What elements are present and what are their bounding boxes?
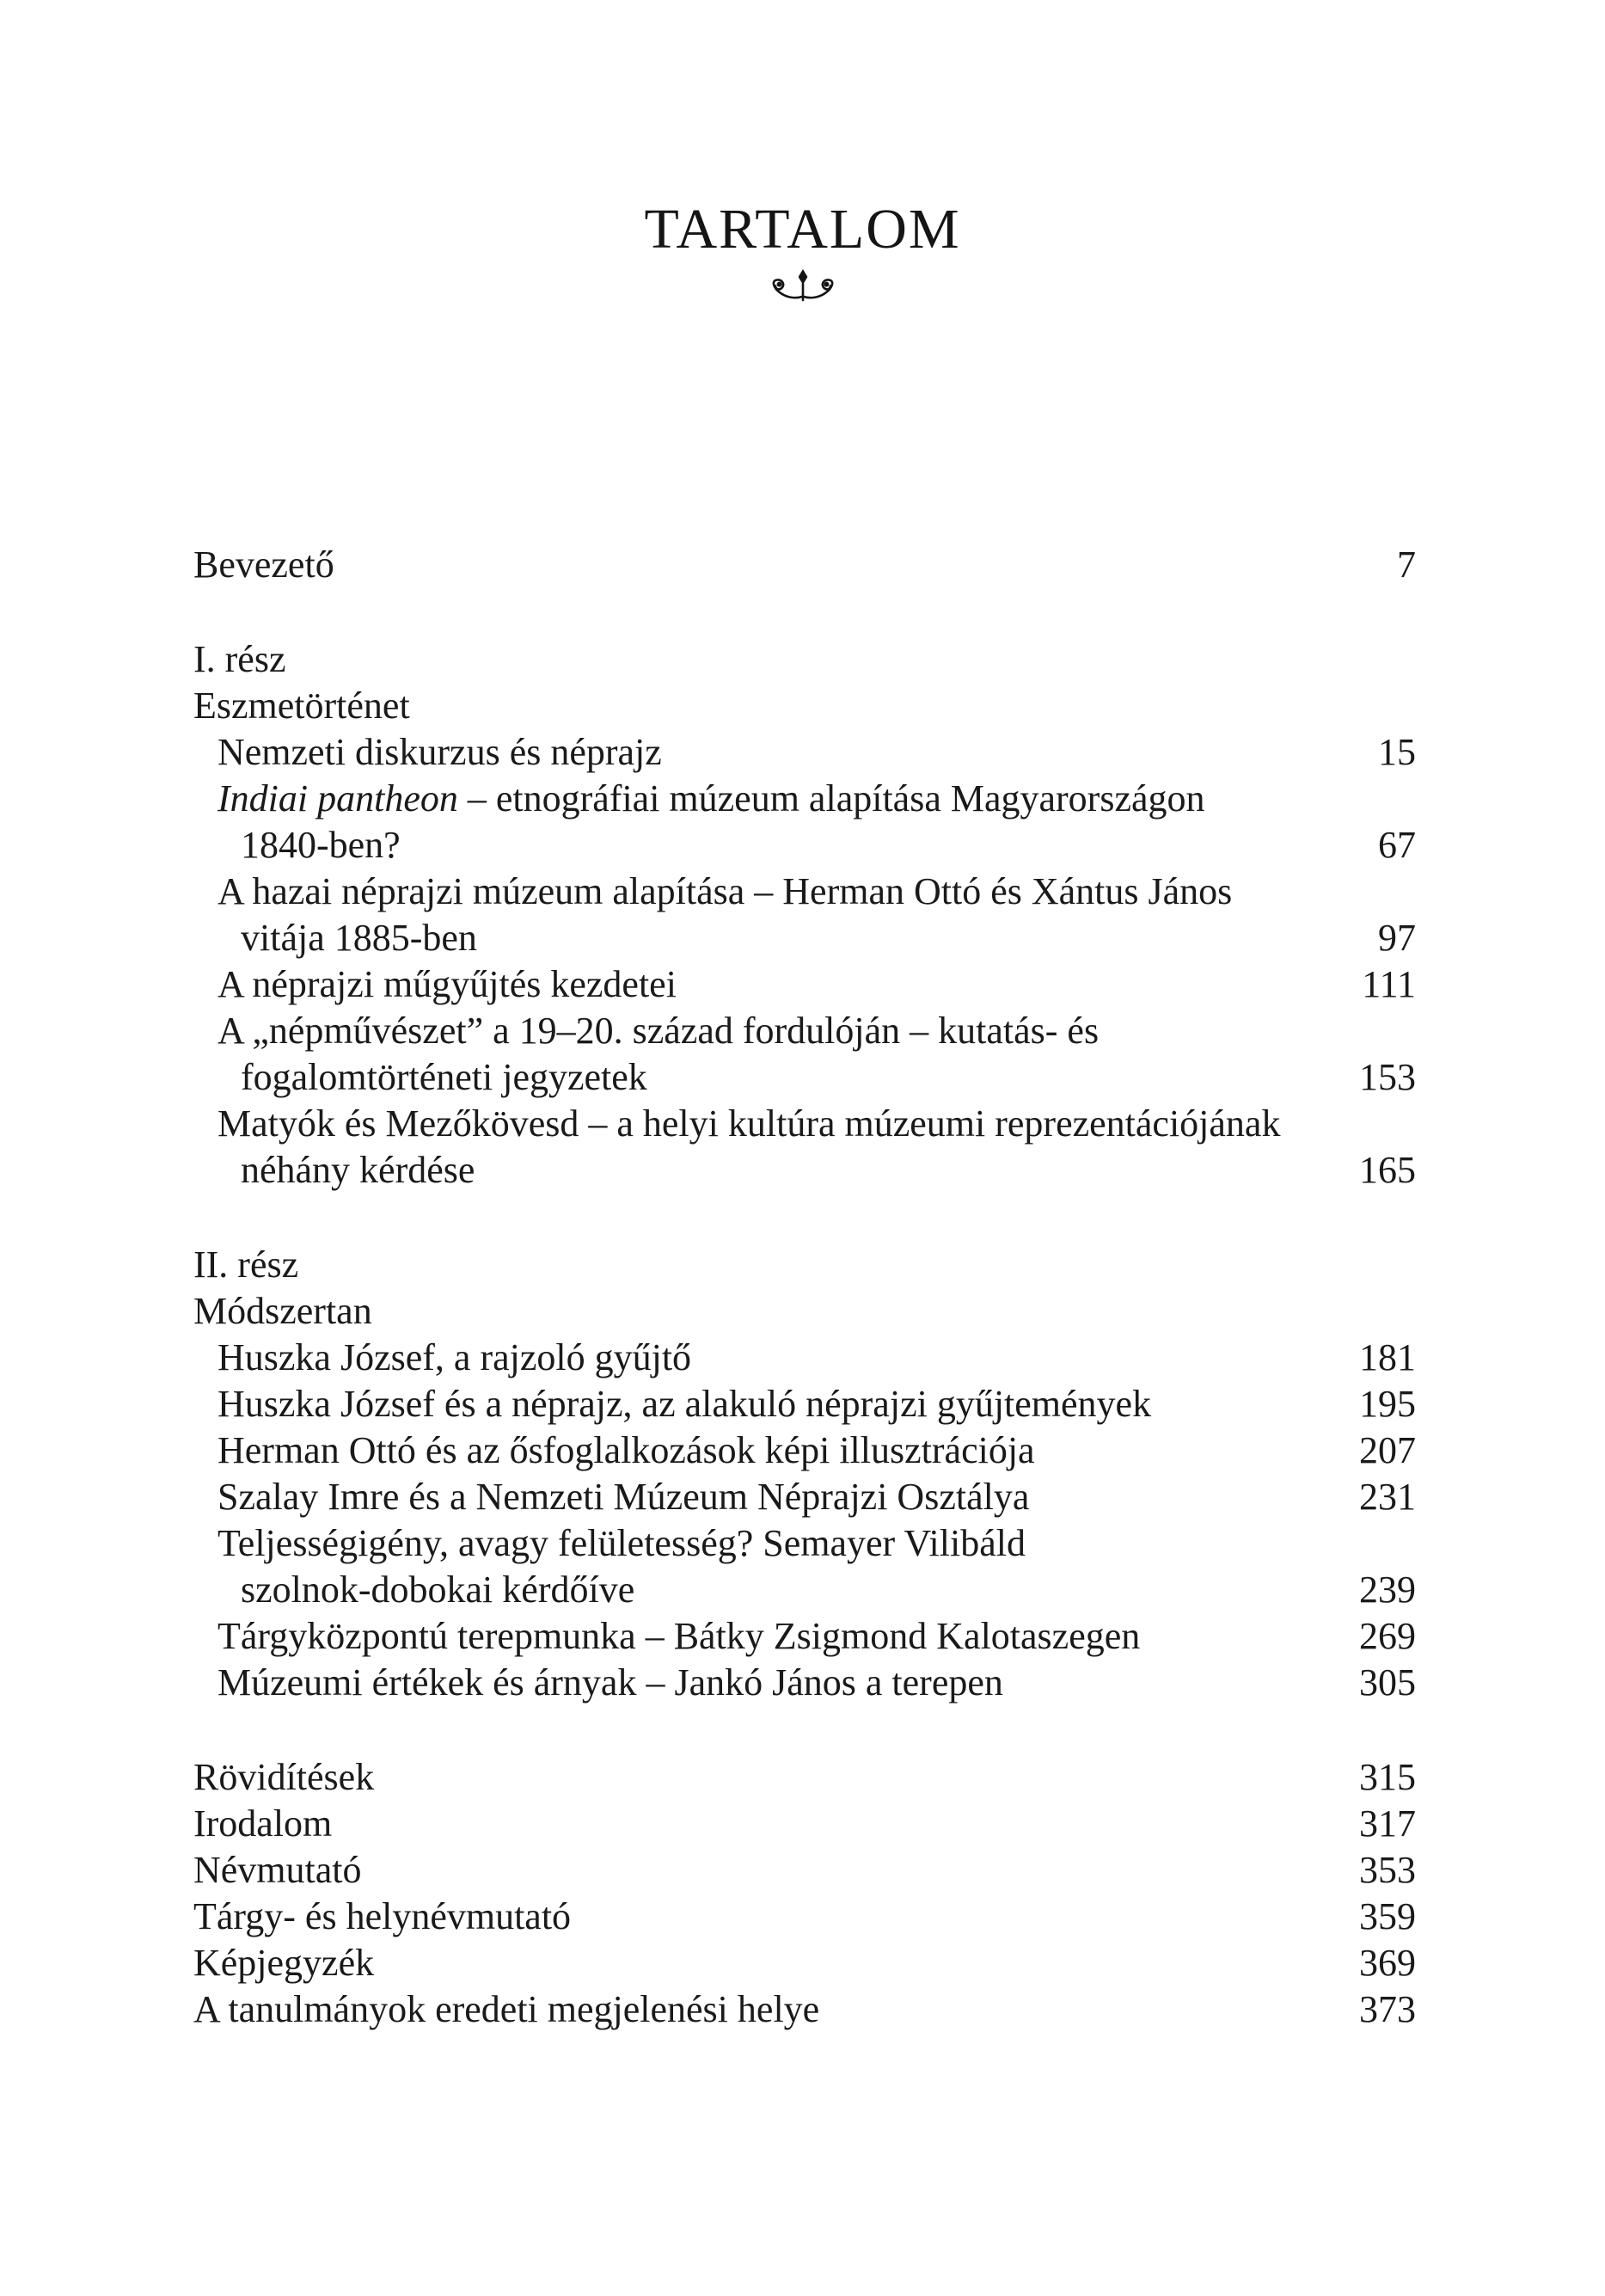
toc-entry-title [193,683,410,729]
toc-entry-title-run: Matyók és Mezőkövesd – a helyi kultúra múzeumi reprezentációjának [217,1102,1281,1145]
fleuron-ornament-icon [0,269,1605,306]
toc-entry-title [193,1613,1140,1660]
toc-entry-page-number: 239 [1359,1569,1416,1611]
toc-entry-row [193,915,1416,961]
toc-entry-title-run: I. rész [193,638,286,680]
toc-entry-title-run: A hazai néprajzi múzeum alapítása – Herman Ottó és Xántus János [217,870,1233,912]
toc-entry-title-run: Huszka József és a néprajz, az alakuló néprajzi gyűjtemények [217,1383,1152,1425]
toc-entry-title-run: Rövidítések [193,1756,375,1798]
toc-entry-title [193,961,677,1008]
toc-entry-title-run: Múzeumi értékek és árnyak – Jankó János a terepen [217,1661,1003,1704]
toc-entry-row [193,1147,1416,1194]
toc-entry-title [193,1335,691,1381]
toc-entry-title-run: Tárgyközpontú terepmunka – Bátky Zsigmond Kalotaszegen [217,1615,1141,1657]
toc-entry-title [193,915,477,961]
toc-entry-title [193,1660,1003,1706]
toc-entry-title [193,869,1232,915]
toc-entry-title-run: II. rész [193,1243,299,1286]
toc-entry-row [193,1754,1416,1801]
toc-entry-row [193,1054,1416,1101]
toc-entry-page-number: 97 [1378,917,1416,959]
toc-entry-title [193,776,1205,822]
toc-entry-title-run: Nemzeti diskurzus és néprajz [217,731,662,773]
toc-entry-title-run: vitája 1885-ben [241,917,477,959]
toc-entry-title-run: Eszmetörténet [193,685,410,727]
toc-entry-page-number: 369 [1359,1942,1416,1984]
toc-entry-page-number: 231 [1359,1476,1416,1518]
toc-entry-title-run: szolnok-dobokai kérdőíve [241,1569,635,1611]
toc-entry-row [193,542,1416,588]
toc-entry-title [193,1008,1099,1054]
toc-entry-row [193,1940,1416,1986]
toc-entry-row [193,1660,1416,1706]
toc-section-gap [193,588,1416,636]
toc-entry-title [193,1474,1029,1520]
toc-entry-page-number: 195 [1359,1383,1416,1425]
toc-entry-title-run: Tárgy- és helynévmutató [193,1895,572,1937]
toc-entry-title [193,1427,1035,1474]
toc-entry-title-run: Módszertan [193,1290,372,1332]
toc-entry-row [193,1801,1416,1847]
toc-entry-title [193,822,401,869]
toc-entry-page-number: 153 [1359,1056,1416,1098]
toc-entry-page-number: 165 [1359,1149,1416,1191]
toc-entry-row [193,1520,1416,1567]
page-title: TARTALOM [644,198,961,261]
toc-entry-title [193,1847,362,1894]
toc-entry-title-run: 1840-ben? [241,824,401,866]
toc-entry-row [193,961,1416,1008]
toc-entry-title [193,636,286,683]
toc-entry-title [193,542,334,588]
toc-entry-row [193,1288,1416,1335]
toc-entry-title [193,1894,571,1940]
toc-entry-page-number: 315 [1359,1756,1416,1798]
toc-entry-page-number: 269 [1359,1615,1416,1657]
toc-entry-title-run: fogalomtörténeti jegyzetek [241,1056,647,1098]
toc-entry-title-run: Szalay Imre és a Nemzeti Múzeum Néprajzi Osztálya [217,1476,1030,1518]
toc-entry-page-number: 373 [1359,1988,1416,2030]
toc-entry-title-run: Névmutató [193,1849,362,1891]
toc-entry-title-run: Herman Ottó és az ősfoglalkozások képi illusztrációja [217,1429,1035,1471]
toc-entry-title-italic-run: Indiai pantheon [217,777,458,820]
toc-entry-title-run: – etnográfiai múzeum alapítása Magyarországon [457,777,1205,820]
toc-entry-title [193,729,662,776]
toc-entry-title-run: A „népművészet” a 19–20. század fordulóján – kutatás- és [217,1010,1100,1052]
toc-entry-row [193,1847,1416,1894]
toc-entry-row [193,636,1416,683]
toc-entry-row [193,1474,1416,1520]
toc-list [193,542,1416,2033]
toc-entry-title-run: A néprajzi műgyűjtés kezdetei [217,963,677,1005]
toc-entry-page-number: 67 [1378,824,1416,866]
toc-entry-title [193,1940,374,1986]
toc-entry-title [193,1288,372,1335]
toc-entry-row [193,1381,1416,1427]
toc-entry-page-number: 15 [1378,731,1416,773]
toc-entry-title-run: Huszka József, a rajzoló gyűjtő [217,1336,692,1378]
toc-entry-row [193,683,1416,729]
toc-entry-title [193,1101,1280,1147]
toc-entry-title-run: A tanulmányok eredeti megjelenési helye [193,1988,820,2030]
toc-entry-row [193,1613,1416,1660]
toc-section-gap [193,1194,1416,1242]
toc-entry-page-number: 317 [1359,1802,1416,1845]
toc-entry-row [193,1894,1416,1940]
toc-entry-title-run: néhány kérdése [241,1149,475,1191]
toc-entry-row [193,822,1416,869]
toc-entry-row [193,1008,1416,1054]
toc-entry-title [193,1567,634,1613]
toc-entry-page-number: 7 [1397,543,1416,586]
toc-entry-row [193,1101,1416,1147]
toc-entry-title-run: Irodalom [193,1802,333,1845]
toc-entry-row [193,1986,1416,2033]
toc-entry-page-number: 111 [1362,963,1416,1005]
toc-entry-title-run: Teljességigény, avagy felületesség? Semayer Vilibáld [217,1522,1026,1564]
toc-entry-title-run: Képjegyzék [193,1942,375,1984]
toc-section-gap [193,1706,1416,1754]
toc-entry-row [193,869,1416,915]
toc-entry-title [193,1754,374,1801]
toc-entry-page-number: 353 [1359,1849,1416,1891]
toc-entry-title [193,1986,819,2033]
toc-entry-row [193,1335,1416,1381]
toc-entry-title [193,1381,1151,1427]
toc-entry-page-number: 359 [1359,1895,1416,1937]
toc-entry-page-number: 181 [1359,1336,1416,1378]
toc-entry-title [193,1801,332,1847]
toc-entry-title [193,1520,1026,1567]
toc-entry-row [193,1567,1416,1613]
toc-entry-row [193,776,1416,822]
toc-entry-title-run: Bevezető [193,543,334,586]
toc-entry-title [193,1054,647,1101]
toc-entry-title [193,1242,298,1288]
toc-entry-title [193,1147,475,1194]
toc-entry-row [193,729,1416,776]
toc-entry-page-number: 305 [1359,1661,1416,1704]
toc-entry-row [193,1427,1416,1474]
toc-entry-row [193,1242,1416,1288]
toc-entry-page-number: 207 [1359,1429,1416,1471]
